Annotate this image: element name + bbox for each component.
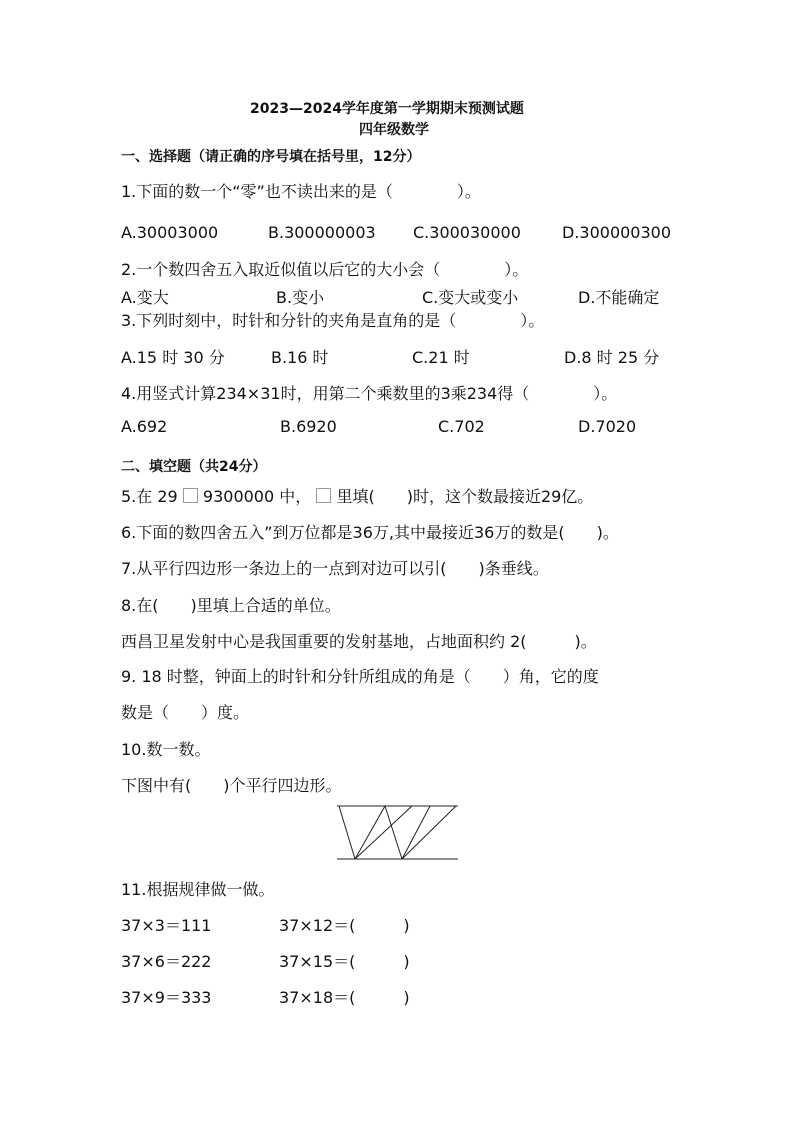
question-8-detail: 西昌卫星发射中心是我国重要的发射基地，占地面积约 2( )。	[121, 632, 597, 651]
pattern-left-2: 37×6＝222	[121, 952, 212, 971]
q2-option-d: D.不能确定	[578, 288, 660, 307]
question-10: 10.数一数。	[121, 740, 211, 759]
page-title: 2023—2024学年度第一学期期末预测试题	[250, 101, 524, 117]
q2-option-a: A.变大	[121, 288, 169, 307]
blank-box	[183, 488, 198, 503]
q4-option-b: B.6920	[280, 417, 337, 436]
pattern-right-3: 37×18＝( )	[279, 988, 410, 1007]
question-8: 8.在( )里填上合适的单位。	[121, 596, 341, 615]
question-3: 3.下列时刻中，时针和分针的夹角是直角的是（ ）。	[121, 311, 545, 330]
q3-option-c: C.21 时	[412, 348, 470, 367]
question-1: 1.下面的数一个“零”也不读出来的是（ ）。	[121, 182, 481, 201]
question-4: 4.用竖式计算234×31时，用第二个乘数里的3乘234得（ ）。	[121, 384, 618, 403]
question-5	[121, 484, 593, 507]
question-7: 7.从平行四边形一条边上的一点到对边可以引( )条垂线。	[121, 559, 549, 578]
question-9-line2: 数是（ ）度。	[121, 703, 250, 722]
q2-option-b: B.变小	[276, 288, 325, 307]
pattern-right-1: 37×12＝( )	[279, 916, 410, 935]
q4-option-a: A.692	[121, 417, 168, 436]
question-10-detail: 下图中有( )个平行四边形。	[121, 776, 342, 795]
question-6: 6.下面的数四舍五入”到万位都是36万,其中最接近36万的数是( )。	[121, 523, 619, 542]
blank-box	[316, 488, 331, 503]
q1-option-b: B.300000003	[268, 223, 376, 242]
pattern-right-2: 37×15＝( )	[279, 952, 410, 971]
q3-option-b: B.16 时	[271, 348, 329, 367]
q5-text-c: 里填( )时，这个数最接近29亿。	[336, 487, 594, 506]
q4-option-c: C.702	[438, 417, 485, 436]
question-2: 2.一个数四舍五入取近似值以后它的大小会（ ）。	[121, 260, 529, 279]
section-heading-choice: 一、选择题（请正确的序号填在括号里，12分）	[121, 149, 421, 165]
pattern-left-1: 37×3＝111	[121, 916, 212, 935]
page-subtitle: 四年级数学	[359, 122, 429, 138]
q1-option-d: D.300000300	[562, 223, 672, 242]
pattern-left-3: 37×9＝333	[121, 988, 212, 1007]
q1-option-c: C.300030000	[413, 223, 521, 242]
q3-option-d: D.8 时 25 分	[564, 348, 660, 367]
question-11: 11.根据规律做一做。	[121, 880, 275, 899]
q2-option-c: C.变大或变小	[422, 288, 519, 307]
q4-option-d: D.7020	[578, 417, 637, 436]
section-heading-fill: 二、填空题（共24分）	[121, 459, 267, 475]
q5-text-a: 5.在 29	[121, 487, 178, 506]
q1-option-a: A.30003000	[121, 223, 219, 242]
q5-text-b: 9300000 中，	[202, 487, 312, 506]
question-9-line1: 9. 18 时整，钟面上的时针和分针所组成的角是（ ）角，它的度	[121, 667, 599, 686]
q3-option-a: A.15 时 30 分	[121, 348, 225, 367]
parallelogram-figure	[320, 798, 470, 868]
